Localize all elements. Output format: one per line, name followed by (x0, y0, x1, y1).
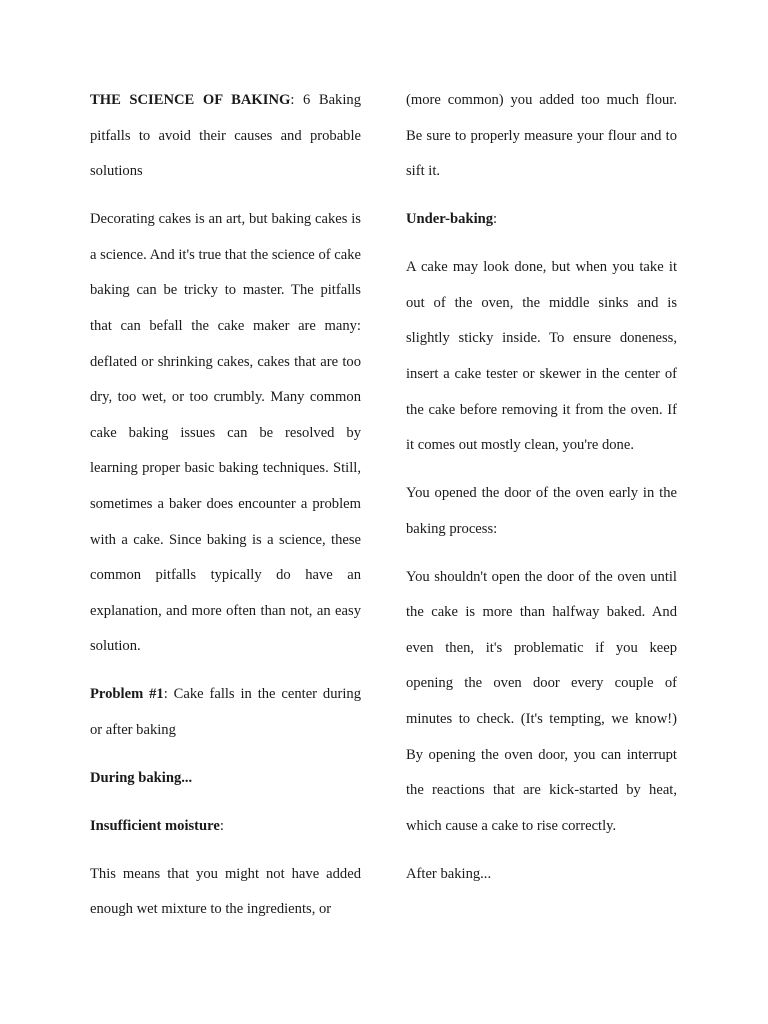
title-rest: : 6 Baking pitfalls to avoid their causes and probable solutions (90, 92, 361, 180)
insufficient-moisture-label: Insufficient moisture (90, 817, 220, 834)
title-bold: THE SCIENCE OF BAKING (90, 92, 291, 108)
insufficient-moisture-colon: : (219, 817, 224, 834)
left-column (90, 83, 361, 940)
during-baking-heading (90, 761, 361, 797)
under-baking-colon: : (493, 211, 498, 228)
intro-paragraph: Decorating cakes is an art, but baking cakes is a science. And it's true that the science of cake baking can be tricky to master. The pitfalls that can befall the cake maker are many: deflated or shrinking cakes, cakes that are too dry, too wet, or too crumbly. Many common cake baking issues can be resolved by learning proper basic baking techniques. Still, sometimes a baker does encounter a problem with a cake. Since baking is a science, these common pitfalls typically do have an explanation, and more often than not, an easy solution. (90, 211, 361, 655)
under-baking-heading (406, 202, 677, 238)
problem-heading (90, 677, 361, 748)
oven-door-paragraph: You shouldn't open the door of the oven until the cake is more than halfway baked. And even then, it's problematic if you keep opening the oven door every couple of minutes to check. (It's tempting, we know!) By opening the oven door, you can interrupt the reactions that are kick-started by heat, which cause a cake to rise correctly. (406, 568, 677, 834)
under-baking-paragraph: A cake may look done, but when you take it out of the oven, the middle sinks and is slightly sticky inside. To ensure doneness, insert a cake tester or skewer in the center of the cake before removing it from the oven. If it comes out mostly clean, you're done. (406, 259, 677, 454)
during-baking-label: During baking... (90, 769, 193, 786)
problem-text: : Cake falls in the center during or after baking (90, 686, 361, 738)
insufficient-moisture-heading (90, 809, 361, 845)
moisture-paragraph: This means that you might not have added enough wet mixture to the ingredients, or (90, 865, 361, 918)
flour-paragraph: (more common) you added too much flour. Be sure to properly measure your flour and to sift it. (406, 92, 677, 180)
document-title (90, 83, 361, 190)
problem-label: Problem #1 (90, 686, 164, 703)
under-baking-label: Under-baking (406, 211, 494, 228)
after-baking-heading: After baking... (406, 865, 492, 882)
right-column (406, 83, 677, 905)
oven-door-heading: You opened the door of the oven early in the baking process: (406, 485, 677, 537)
